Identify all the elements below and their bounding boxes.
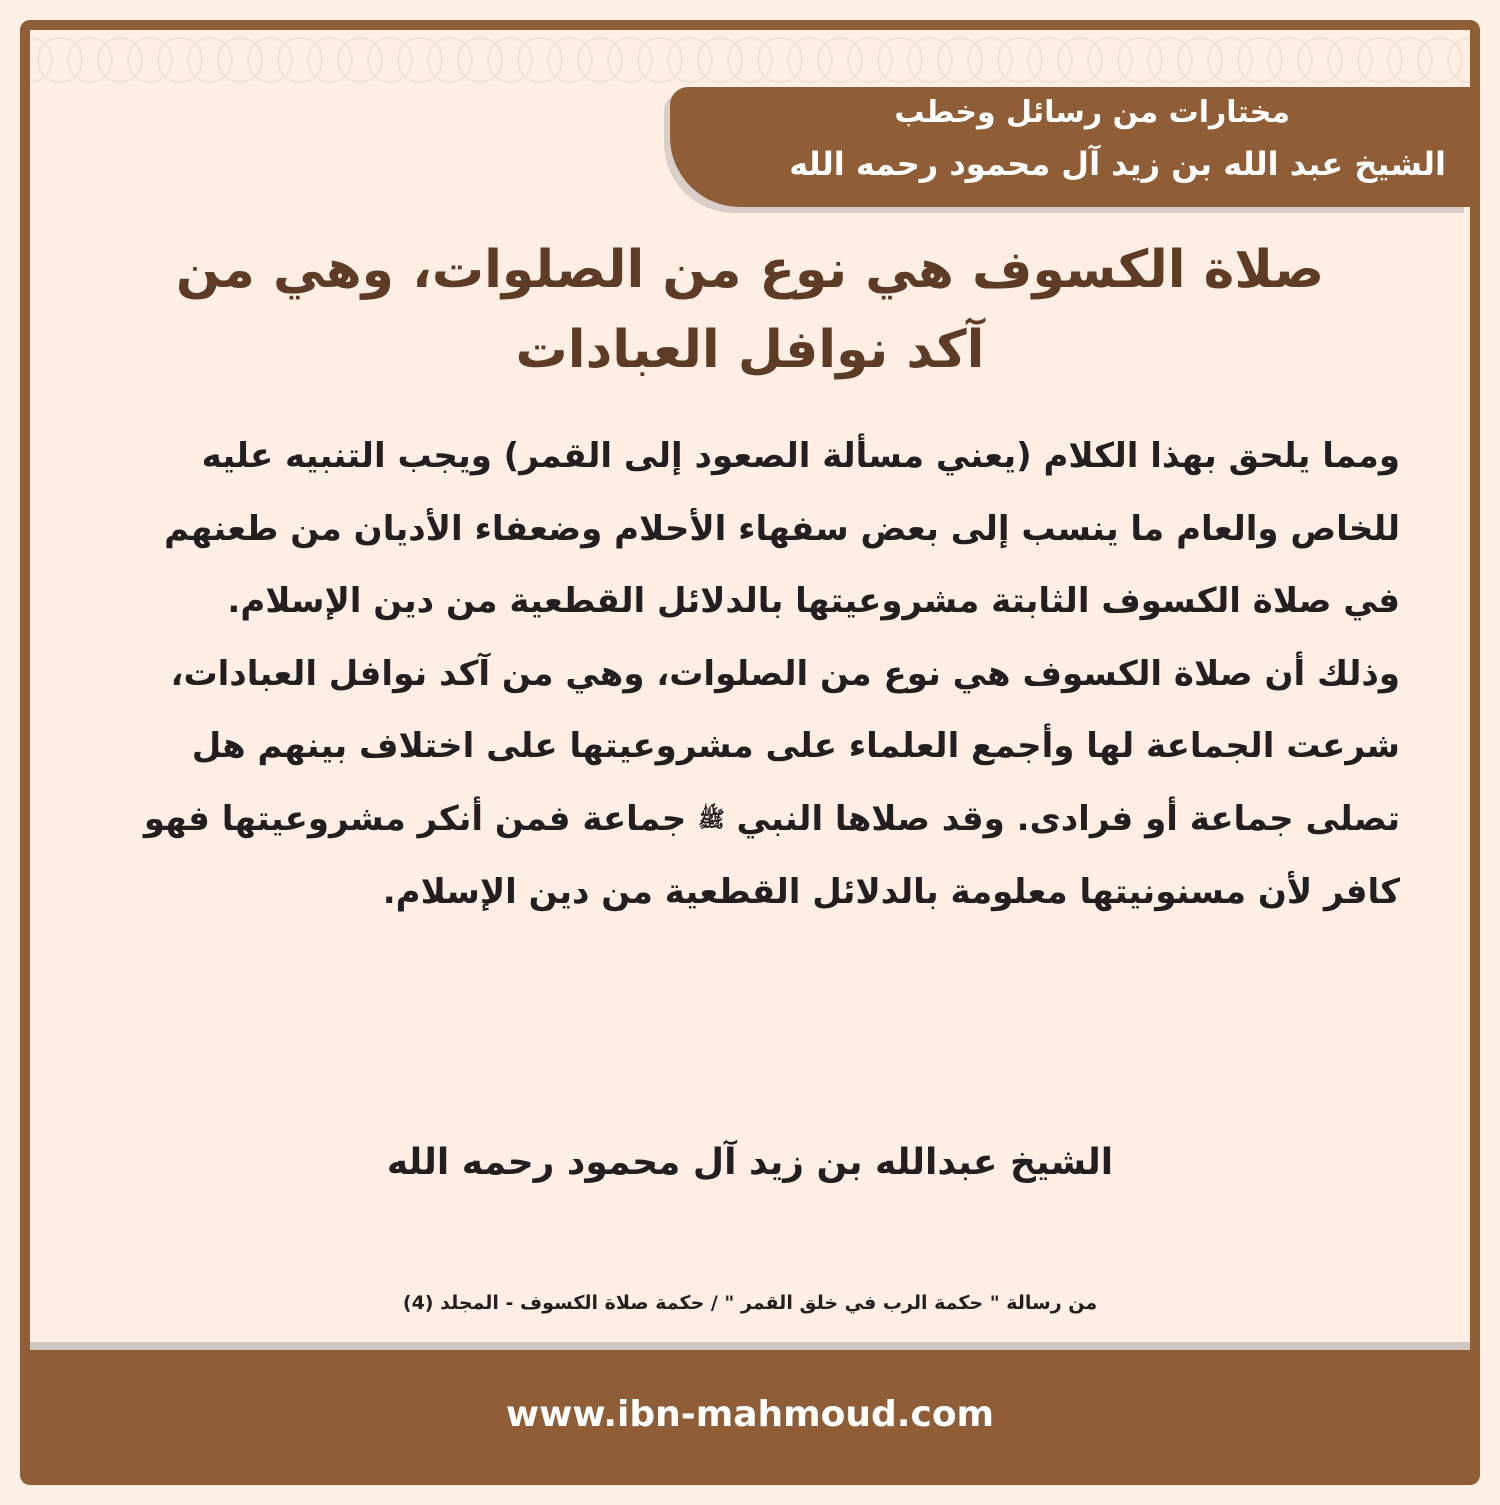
header-banner <box>670 87 1470 207</box>
page-title <box>110 230 1390 390</box>
content-panel <box>30 30 1470 1350</box>
series-title: مختارات من رسائل وخطب <box>894 95 1290 130</box>
paragraph-1: ومما يلحق بهذا الكلام (يعني مسألة الصعود إلى القمر) ويجب التنبيه عليه للخاص والعام ما ينسب إلى بعض سفهاء الأحلام وضعفاء الأديان من طعنهم في صلاة الكسوف الثابتة مشروعيتها بالدلائل القطعية من دين الإسلام. <box>164 436 1400 621</box>
website-link[interactable]: www.ibn-mahmoud.com <box>505 1394 995 1435</box>
author-signature: الشيخ عبدالله بن زيد آل محمود رحمه الله <box>386 1142 1114 1183</box>
title-line-1: صلاة الكسوف هي نوع من الصلوات، وهي من <box>175 240 1325 300</box>
paragraph-2-part-1: وذلك أن صلاة الكسوف هي نوع من الصلوات، وهي من آكد نوافل العبادات، شرعت الجماعة لها وأجمع العلماء على مشروعيتها على اختلاف بينهم هل تصلى جماعة أو فرادى. وقد صلاها النبي <box>170 653 1400 839</box>
paragraph-2 <box>120 638 1400 929</box>
author-title: الشيخ عبد الله بن زيد آل محمود رحمه الله <box>789 145 1446 183</box>
decorative-pattern <box>30 30 1470 90</box>
pbuh-symbol: ﷺ <box>698 806 725 832</box>
card-frame <box>20 20 1480 1485</box>
paragraph-2-part-2: جماعة فمن أنكر مشروعيتها فهو كافر لأن مسنونيتها معلومة بالدلائل القطعية من دين الإسلام. <box>143 798 1400 913</box>
source-citation: من رسالة " حكمة الرب في خلق القمر " / حكمة صلاة الكسوف - المجلد (4) <box>402 1292 1098 1314</box>
article-body <box>120 420 1400 929</box>
divider <box>30 1342 1470 1350</box>
title-line-2: آكد نوافل العبادات <box>515 320 985 380</box>
